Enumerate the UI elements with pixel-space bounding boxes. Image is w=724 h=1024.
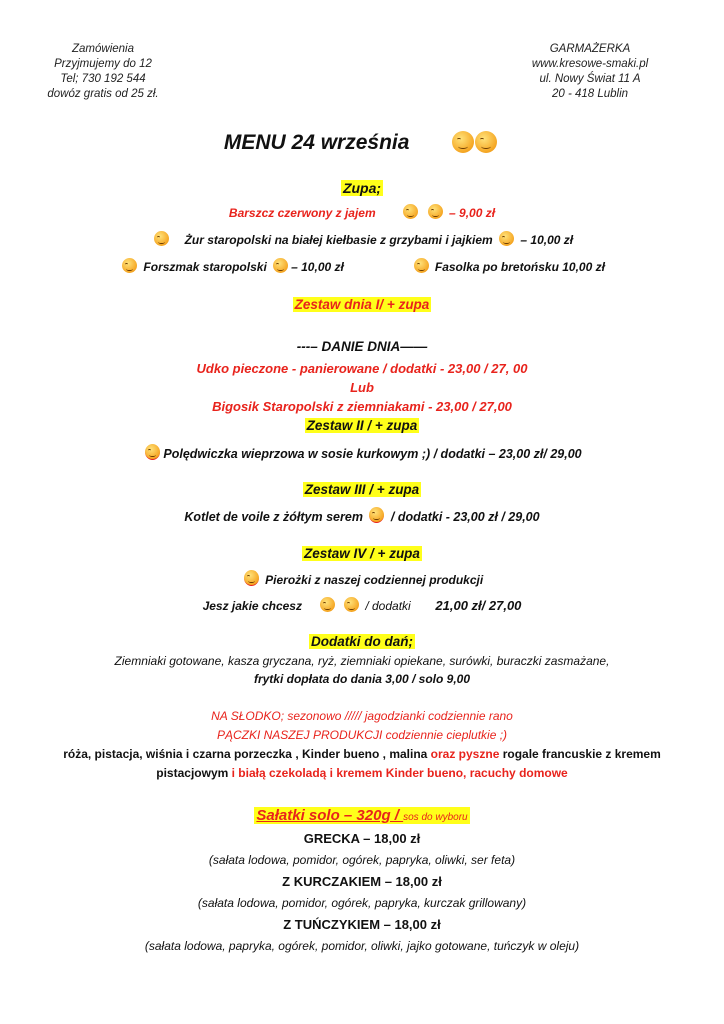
zestaw3-item-row (0, 507, 724, 527)
zupa-heading-row (0, 178, 724, 198)
grecka-desc: (sałata lodowa, pomidor, ogórek, papryka, oliwki, ser feta) (208, 853, 516, 867)
wink-emoji-icon (273, 258, 288, 273)
shop-info (500, 42, 680, 102)
wink-emoji-icon (499, 231, 514, 246)
tunczyk-row (0, 914, 724, 936)
zur-name: Żur staropolski na białej kiełbasie z grzybami i jajkiem (184, 233, 493, 247)
bigosik-row (0, 397, 724, 416)
salatki-heading-small: sos do wyboru (403, 812, 468, 823)
dodatki-line2: frytki dopłata do dania 3,00 / solo 9,00 (253, 672, 471, 686)
shop-website[interactable]: www.kresowe-smaki.pl (531, 58, 649, 70)
wink-emoji-icon (344, 597, 359, 612)
tunczyk-desc-row (0, 936, 724, 957)
lub-row (0, 378, 724, 397)
zestaw4-item2-mid: / dodatki (365, 599, 411, 613)
order-info-line: Zamówienia (72, 43, 134, 55)
order-info (28, 42, 178, 102)
dodatki-line1-row (0, 652, 724, 670)
wink-emoji-icon (428, 204, 443, 219)
bigosik-item: Bigosik Staropolski z ziemniakami - 23,00 / 27,00 (212, 399, 512, 414)
grecka-desc-row (0, 850, 724, 871)
slodko-line3-row (0, 745, 724, 764)
wink-emoji-icon (452, 131, 474, 153)
zestaw4-item1: Pierożki z naszej codziennej produkcji (265, 573, 484, 587)
zupa-heading: Zupa; (342, 180, 382, 196)
wink-emoji-icon (154, 231, 169, 246)
lub-text: Lub (350, 380, 374, 395)
zestaw4-item2-row (0, 596, 724, 616)
wink-emoji-icon (145, 444, 160, 460)
grecka-name: GRECKA – 18,00 zł (303, 831, 421, 846)
zestaw1-heading-row (0, 295, 724, 315)
zestaw3-heading-row (0, 480, 724, 500)
shop-address: ul. Nowy Świat 11 A (539, 73, 641, 85)
forszmak-price: – 10,00 zł (291, 260, 344, 274)
slodko-line2: PĄCZKI NASZEJ PRODUKCJI codziennie cieplutkie ;) (216, 728, 508, 742)
zestaw3-price: / dodatki - 23,00 zł / 29,00 (390, 510, 540, 524)
zestaw2-heading: Zestaw II / + zupa (306, 418, 418, 433)
zur-price: – 10,00 zł (520, 233, 574, 247)
zestaw3-heading: Zestaw III / + zupa (304, 482, 420, 497)
slodko-line3c: rogale francuskie z kremem (502, 747, 661, 761)
slodko-line4-row (0, 764, 724, 783)
kurczak-name: Z KURCZAKIEM – 18,00 zł (282, 874, 442, 889)
dodatki-heading-row (0, 632, 724, 652)
wink-emoji-icon (369, 507, 384, 523)
salatki-heading: Sałatki solo – 320g / (256, 807, 404, 824)
zestaw4-item2-price: 21,00 zł/ 27,00 (435, 598, 522, 613)
kurczak-desc: (sałata lodowa, pomidor, ogórek, papryka, kurczak grillowany) (197, 896, 527, 910)
salatki-heading-row (0, 805, 724, 828)
forszmak-fasolka-row (0, 258, 724, 276)
zestaw1-heading: Zestaw dnia I/ + zupa (294, 297, 430, 312)
menu-title-row (0, 128, 724, 158)
zestaw2-item-row (0, 444, 724, 464)
zestaw3-item: Kotlet de voile z żółtym serem (184, 510, 363, 524)
danie-dnia-row (0, 337, 724, 357)
wink-emoji-icon (244, 570, 259, 586)
dodatki-line2-row (0, 670, 724, 688)
salatki-heading-box (254, 807, 469, 824)
kurczak-row (0, 871, 724, 893)
wink-emoji-icon (475, 131, 497, 153)
zestaw2-item: Polędwiczka wieprzowa w sosie kurkowym ;) / dodatki – 23,00 zł/ 29,00 (163, 447, 582, 461)
order-info-line: Tel; 730 192 544 (60, 73, 146, 85)
slodko-line4b: i białą czekoladą i kremem Kinder bueno, racuchy domowe (231, 766, 568, 780)
barszcz-row (0, 204, 724, 222)
wink-emoji-icon (122, 258, 137, 273)
zur-row (0, 231, 724, 249)
shop-name: GARMAŻERKA (549, 43, 631, 55)
order-info-line: dowóz gratis od 25 zł. (47, 88, 159, 100)
zestaw4-heading-row (0, 544, 724, 564)
tunczyk-desc: (sałata lodowa, papryka, ogórek, pomidor, oliwki, jajko gotowane, tuńczyk w oleju) (144, 939, 580, 953)
zestaw2-heading-row (0, 416, 724, 436)
kurczak-desc-row (0, 893, 724, 914)
slodko-line4a: pistacjowym (156, 766, 232, 780)
slodko-line1: NA SŁODKO; sezonowo ///// jagodzianki codziennie rano (211, 709, 513, 723)
danie-dnia-heading: ---– DANIE DNIA—— (296, 339, 428, 354)
barszcz-name: Barszcz czerwony z jajem (228, 206, 376, 220)
barszcz-price: – 9,00 zł (449, 206, 496, 220)
zestaw4-item2: Jesz jakie chcesz (202, 599, 302, 613)
grecka-row (0, 828, 724, 850)
order-info-line: Przyjmujemy do 12 (54, 58, 152, 70)
menu-content (0, 128, 724, 957)
slodko-line2-row (0, 726, 724, 745)
udko-row (0, 359, 724, 378)
zestaw4-item1-row (0, 570, 724, 589)
shop-postcode: 20 - 418 Lublin (551, 88, 629, 100)
wink-emoji-icon (403, 204, 418, 219)
slodko-line3b: oraz pyszne (430, 747, 503, 761)
menu-title: MENU 24 września (223, 131, 410, 154)
tunczyk-name: Z TUŃCZYKIEM – 18,00 zł (283, 917, 441, 932)
dodatki-line1: Ziemniaki gotowane, kasza gryczana, ryż, ziemniaki opiekane, surówki, buraczki zasmażane, (114, 654, 610, 668)
slodko-line1-row (0, 707, 724, 726)
wink-emoji-icon (414, 258, 429, 273)
fasolka-name: Fasolka po bretońsku 10,00 zł (434, 260, 605, 274)
wink-emoji-icon (320, 597, 335, 612)
udko-item: Udko pieczone - panierowane / dodatki - 23,00 / 27, 00 (196, 361, 528, 376)
slodko-line3a: róża, pistacja, wiśnia i czarna porzeczka , Kinder bueno , malina (63, 747, 431, 761)
forszmak-name: Forszmak staropolski (143, 260, 267, 274)
zestaw4-heading: Zestaw IV / + zupa (304, 546, 420, 561)
dodatki-heading: Dodatki do dań; (311, 634, 413, 649)
